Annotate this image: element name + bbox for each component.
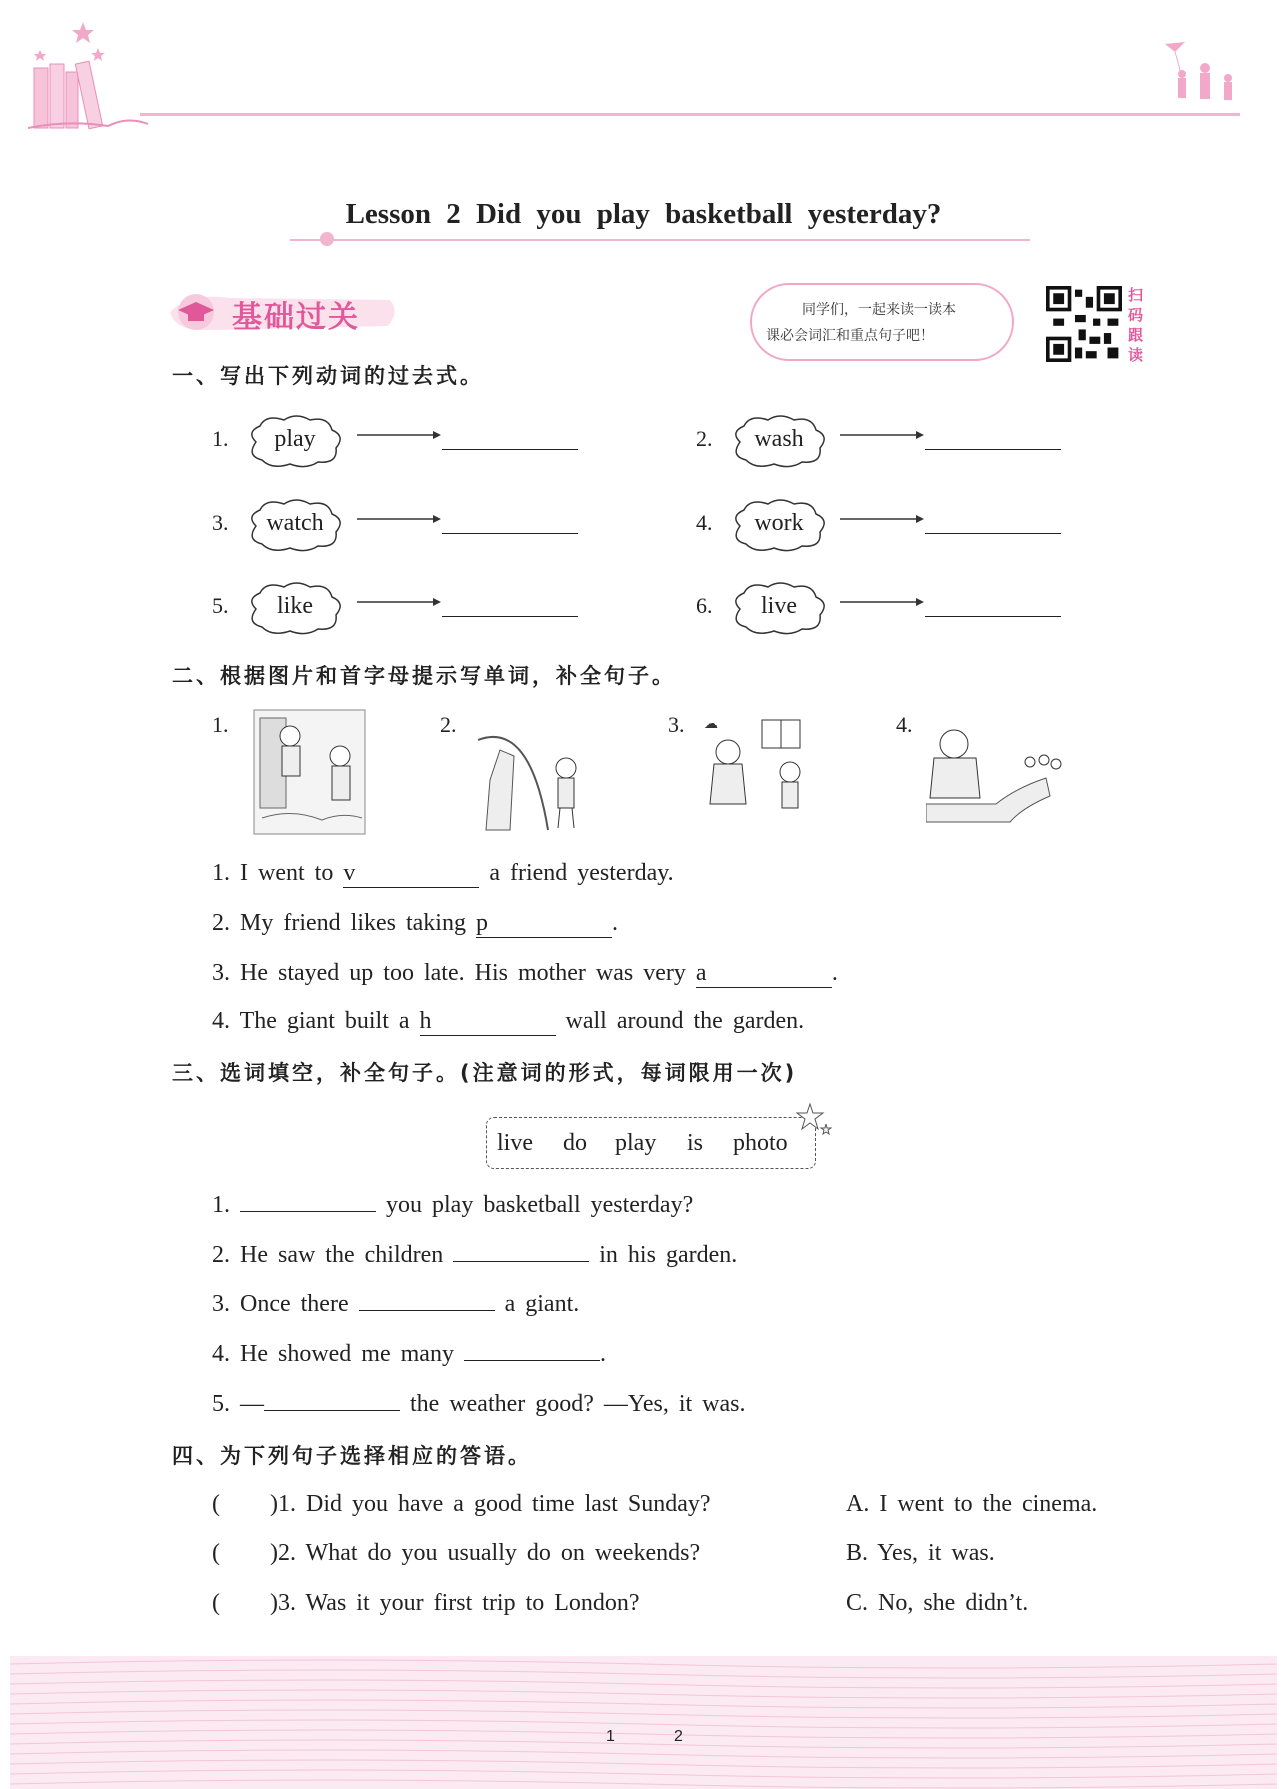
header-rule — [140, 113, 1240, 116]
verb-word: like — [277, 593, 313, 619]
item-number: 4. — [696, 510, 713, 535]
match-answer-b: B. Yes, it was. — [846, 1540, 995, 1566]
word-bank-item: do — [563, 1130, 587, 1156]
lesson-title: Lesson 2 Did you play basketball yesterday? — [345, 198, 942, 230]
word-bank-item: play — [615, 1130, 657, 1156]
picture-number: 3. — [668, 712, 685, 737]
word-bank-item: live — [497, 1130, 533, 1156]
picture-number: 4. — [896, 712, 913, 737]
section2-heading: 二、根据图片和首字母提示写单词，补全句子。 — [172, 664, 676, 688]
fill-item-5: 5. — the weather good? —Yes, it was. — [212, 1391, 746, 1417]
match-question-1: ( )1. Did you have a good time last Sunday? — [212, 1491, 711, 1517]
section4-heading: 四、为下列句子选择相应的答语。 — [172, 1444, 532, 1468]
verb-word: watch — [266, 510, 324, 536]
picture-number: 2. — [440, 712, 457, 737]
picture-number: 1. — [212, 712, 229, 737]
section1-heading: 一、写出下列动词的过去式。 — [172, 364, 484, 388]
word-bank-item: is — [687, 1130, 704, 1156]
fill-item-1: 1. you play basketball yesterday? — [212, 1192, 694, 1218]
item-number: 6. — [696, 593, 713, 618]
arrow-icon — [840, 512, 924, 526]
answer-blank[interactable] — [442, 532, 578, 534]
footer-band — [10, 1656, 1277, 1789]
picture-giant-wall — [926, 718, 1066, 846]
section3-heading: 三、选词填空，补全句子。(注意词的形式，每词限用一次) — [172, 1061, 798, 1085]
verb-word: play — [274, 426, 316, 452]
fill-item-4: 4. He showed me many . — [212, 1341, 606, 1367]
reading-tip-bubble — [750, 283, 1014, 361]
sentence-2: 2. My friend likes taking p . — [212, 910, 618, 936]
match-answer-a: A. I went to the cinema. — [846, 1491, 1098, 1517]
answer-blank[interactable] — [442, 615, 578, 617]
arrow-icon — [357, 512, 441, 526]
sentence-1: 1. I went to v a friend yesterday. — [212, 860, 674, 886]
match-answer-c: C. No, she didn’t. — [846, 1590, 1029, 1616]
verb-word: wash — [754, 426, 804, 452]
answer-blank[interactable] — [925, 532, 1061, 534]
fill-item-3: 3. Once there a giant. — [212, 1291, 580, 1317]
picture-visit-friend — [252, 708, 367, 836]
picture-taking-photo — [470, 720, 585, 848]
arrow-icon — [357, 428, 441, 442]
title-dot — [320, 232, 334, 246]
qr-code[interactable] — [1046, 286, 1122, 362]
match-question-3: ( )3. Was it your first trip to London? — [212, 1590, 640, 1616]
answer-blank[interactable] — [442, 448, 578, 450]
sentence-3: 3. He stayed up too late. His mother was very a . — [212, 960, 838, 986]
tip-line-1: 同学们，一起来读一读本 — [802, 302, 956, 318]
verb-word: work — [754, 510, 804, 536]
answer-blank[interactable] — [925, 448, 1061, 450]
verb-word: live — [761, 593, 797, 619]
title-underline — [290, 239, 1030, 241]
star-icon — [796, 1102, 832, 1138]
page-number-right: 2 — [674, 1728, 683, 1745]
fill-item-2: 2. He saw the children in his garden. — [212, 1242, 738, 1268]
match-question-2: ( )2. What do you usually do on weekends? — [212, 1540, 701, 1566]
tip-line-2: 课必会词汇和重点句子吧！ — [766, 328, 934, 344]
item-number: 1. — [212, 426, 229, 451]
item-number: 5. — [212, 593, 229, 618]
sentence-4: 4. The giant built a h wall around the garden. — [212, 1008, 805, 1034]
kids-kite-illustration — [1160, 38, 1250, 118]
arrow-icon — [840, 595, 924, 609]
page-number-left: 1 — [606, 1728, 615, 1745]
picture-angry-mother — [698, 708, 813, 836]
item-number: 2. — [696, 426, 713, 451]
scan-to-read-label: 扫 码 跟 读 — [1128, 286, 1144, 364]
arrow-icon — [840, 428, 924, 442]
books-stars-logo — [28, 20, 158, 135]
svg-text:☁: ☁ — [704, 717, 718, 732]
section-badge-title: 基础过关 — [232, 300, 360, 335]
word-bank — [486, 1117, 816, 1169]
arrow-icon — [357, 595, 441, 609]
item-number: 3. — [212, 510, 229, 535]
word-bank-item: photo — [733, 1130, 788, 1156]
answer-blank[interactable] — [925, 615, 1061, 617]
